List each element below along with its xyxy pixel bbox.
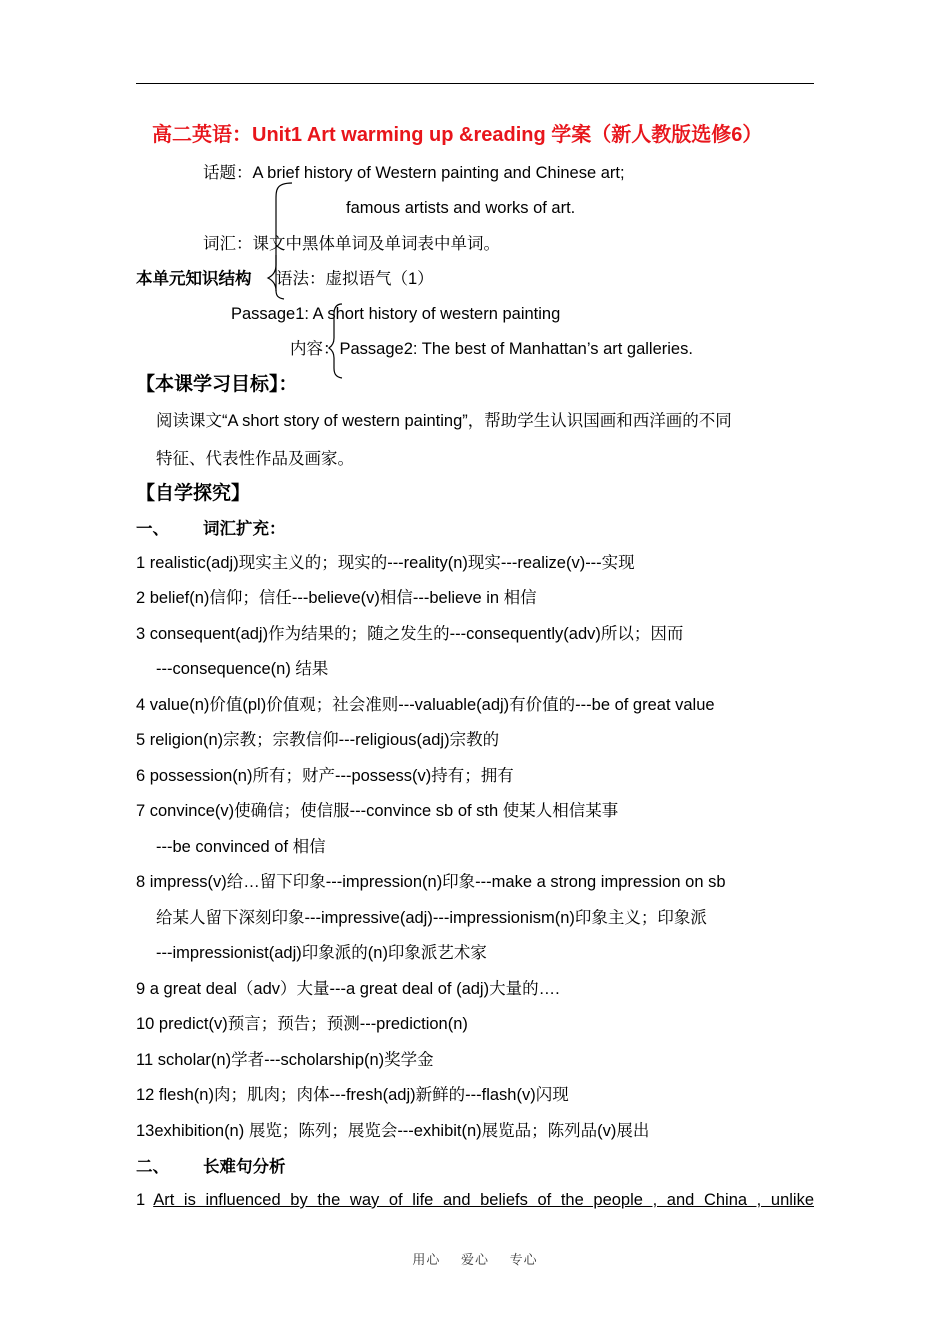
footer-word-1: 用心 <box>412 1252 441 1267</box>
content-brace <box>329 304 342 378</box>
vocab-text: 课文中黑体单词及单词表中单词。 <box>252 235 500 253</box>
vocab-item-7: 7 convince(v)使确信；使信服---convince sb of sth 使某人相信某事 <box>136 802 619 820</box>
vocab-item-1: 1 realistic(adj)现实主义的；现实的---reality(n)现实---realize(v)---实现 <box>136 554 635 572</box>
vocab-item-5: 5 religion(n)宗教；宗教信仰---religious(adj)宗教的 <box>136 731 500 749</box>
vocab-item-8-cont1: 给某人留下深刻印象---impressive(adj)---impressionism(n)印象主义；印象派 <box>156 909 707 927</box>
vocab-item-2: 2 belief(n)信仰；信任---believe(v)相信---believe in 相信 <box>136 589 537 607</box>
vocab-item-8: 8 impress(v)给…留下印象---impression(n)印象---make a strong impression on sb <box>136 873 726 891</box>
sentence-1 <box>136 1189 814 1211</box>
content-label: 内容： <box>290 340 340 358</box>
self-study-heading: 【自学探究】 <box>136 483 251 504</box>
topic-label: 话题： <box>203 164 253 182</box>
vocab-item-10: 10 predict(v)预言；预告；预测---prediction(n) <box>136 1015 468 1033</box>
page-title: 高二英语：Unit1 Art warming up &reading 学案（新人教版选修6） <box>152 124 763 146</box>
footer-word-3: 专心 <box>509 1252 538 1267</box>
vocab-item-7-cont: ---be convinced of 相信 <box>156 838 326 856</box>
passage1-line: Passage1: A short history of western painting <box>231 305 561 323</box>
vocab-item-6: 6 possession(n)所有；财产---possess(v)持有；拥有 <box>136 767 514 785</box>
vocab-item-13: 13exhibition(n) 展览；陈列；展览会---exhibit(n)展览品；陈列品(v)展出 <box>136 1122 650 1140</box>
unit-structure-label: 本单元知识结构 <box>136 270 252 288</box>
passage2-line: Passage2: The best of Manhattan’s art galleries. <box>339 340 693 358</box>
topic-line2: famous artists and works of art. <box>346 199 576 217</box>
section1-title: 词汇扩充： <box>203 520 286 538</box>
outer-brace-lower <box>276 255 284 299</box>
structure-braces <box>0 0 950 400</box>
topic-line1: A brief history of Western painting and Chinese art; <box>252 164 625 182</box>
vocab-item-12: 12 flesh(n)肉；肌肉；肉体---fresh(adj)新鲜的---flash(v)闪现 <box>136 1086 569 1104</box>
section1-number: 一、 <box>136 520 169 538</box>
grammar-text: 虚拟语气（1） <box>325 270 434 288</box>
section2-number: 二、 <box>136 1158 169 1176</box>
vocab-item-8-cont2: ---impressionist(adj)印象派的(n)印象派艺术家 <box>156 944 487 962</box>
vocab-item-3: 3 consequent(adj)作为结果的；随之发生的---consequently(adv)所以；因而 <box>136 625 684 643</box>
grammar-label: 语法： <box>276 270 326 288</box>
sentence-1-number: 1 <box>136 1191 146 1209</box>
goals-line1: 阅读课文“A short story of western painting”，帮助学生认识国画和西洋画的不同 <box>156 412 732 430</box>
outer-brace <box>268 183 292 291</box>
vocab-item-11: 11 scholar(n)学者---scholarship(n)奖学金 <box>136 1051 434 1069</box>
footer-word-2: 爱心 <box>460 1252 489 1267</box>
page-footer <box>0 1249 950 1268</box>
vocab-item-9: 9 a great deal（adv）大量---a great deal of (adj)大量的…. <box>136 980 560 998</box>
section2-title: 长难句分析 <box>203 1158 286 1176</box>
vocab-item-3-cont: ---consequence(n) 结果 <box>156 660 329 678</box>
sentence-1-text: Art is influenced by the way of life and beliefs of the people , and China , unlike <box>153 1191 814 1209</box>
goals-heading: 【本课学习目标】： <box>136 374 298 395</box>
vocab-item-4: 4 value(n)价值(pl)价值观；社会准则---valuable(adj)有价值的---be of great value <box>136 696 715 714</box>
goals-line2: 特征、代表性作品及画家。 <box>156 450 354 468</box>
vocab-label: 词汇： <box>203 235 253 253</box>
